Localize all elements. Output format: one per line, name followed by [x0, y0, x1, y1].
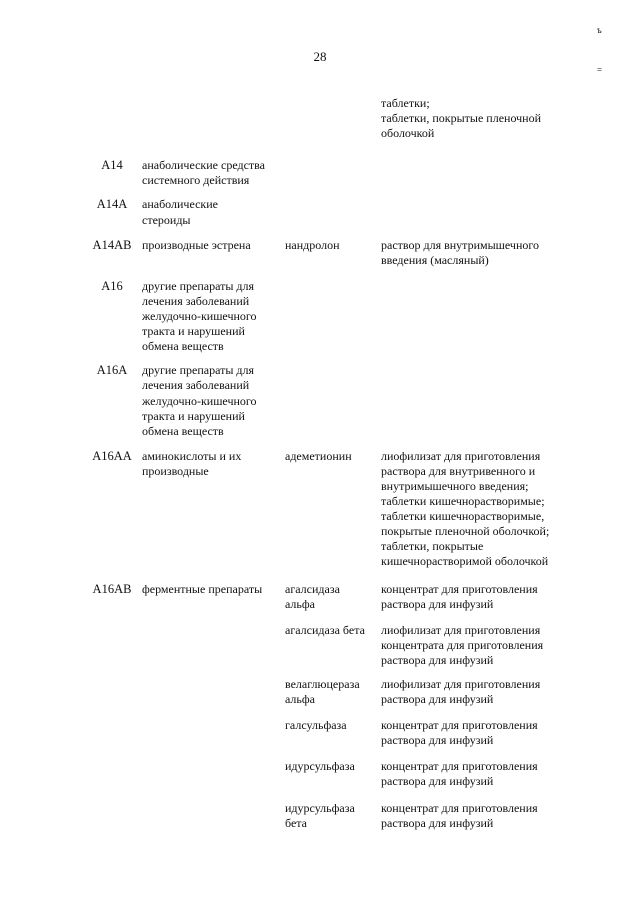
atc-code: A14A	[96, 197, 128, 212]
page-number: 28	[313, 49, 327, 64]
drug-name: агалсидаза бета	[285, 622, 365, 637]
group-name: анаболические стероиды	[142, 197, 218, 227]
dosage-form: лиофилизат для приготовления раствора для инфузий	[381, 677, 541, 707]
table-row	[82, 96, 582, 141]
table-row	[82, 158, 582, 188]
table-row	[82, 197, 582, 227]
table-row	[82, 759, 582, 789]
table-row	[82, 238, 582, 268]
group-name: производные эстрена	[142, 237, 251, 252]
dosage-form: концентрат для приготовления раствора для инфузий	[381, 718, 538, 748]
drug-name: адеметионин	[285, 448, 352, 463]
group-name: аминокислоты и их производные	[142, 448, 242, 478]
atc-code: A16AB	[92, 581, 132, 596]
dosage-form: концентрат для приготовления раствора для инфузий	[381, 759, 538, 789]
table-row	[82, 582, 582, 612]
atc-code: A14	[101, 158, 123, 173]
group-name: анаболические средства системного действия	[142, 158, 265, 188]
table-row	[82, 363, 582, 438]
atc-code: A16	[101, 278, 123, 293]
table-row	[82, 623, 582, 668]
table-row	[82, 801, 582, 831]
dosage-form: концентрат для приготовления раствора для инфузий	[381, 800, 538, 830]
drug-name: нандролон	[285, 237, 340, 252]
drug-name: идурсульфаза бета	[285, 800, 355, 830]
drug-name: агалсидаза альфа	[285, 581, 340, 611]
dosage-form: лиофилизат для приготовления концентрата для приготовления раствора для инфузий	[381, 622, 544, 667]
margin-mark-bottom: =	[597, 65, 603, 75]
group-name: другие препараты для лечения заболеваний желудочно-кишечного тракта и нарушений обмена веществ	[142, 363, 257, 438]
atc-code: A16AA	[92, 448, 132, 463]
group-name: другие препараты для лечения заболеваний желудочно-кишечного тракта и нарушений обмена веществ	[142, 278, 257, 354]
drug-name: велаглюцераза альфа	[285, 677, 360, 707]
table-row	[82, 279, 582, 354]
table-row	[82, 718, 582, 748]
dosage-form: таблетки; таблетки, покрытые пленочной оболочкой	[381, 96, 542, 141]
dosage-form: концентрат для приготовления раствора для инфузий	[381, 581, 538, 611]
drug-name: галсульфаза	[285, 718, 347, 733]
group-name: ферментные препараты	[142, 581, 263, 596]
table-row	[82, 677, 582, 707]
atc-code: A16A	[96, 363, 128, 378]
dosage-form: раствор для внутримышечного введения (масляный)	[381, 237, 539, 267]
drug-table	[82, 96, 582, 831]
drug-name: идурсульфаза	[285, 759, 355, 774]
table-row	[82, 449, 582, 570]
atc-code: A14AB	[92, 237, 132, 252]
margin-mark-top: ъ	[597, 25, 602, 35]
dosage-form: лиофилизат для приготовления раствора для внутривенного и внутримышечного введения; таблетки кишечнорастворимые; таблетки кишечнорастворимые, покрытые пленочной оболочкой; таблетки, покрытые кишечнорастворимой оболочкой	[381, 448, 550, 569]
